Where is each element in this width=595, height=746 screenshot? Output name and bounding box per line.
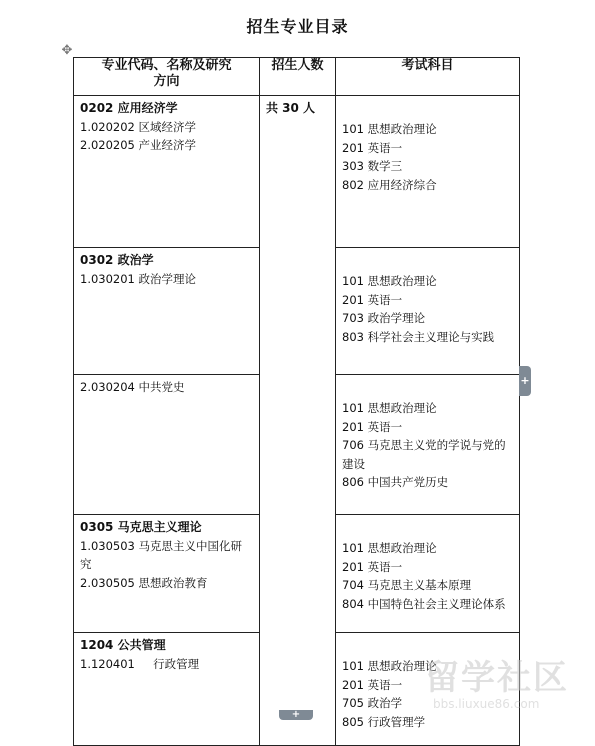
major-title: 0305 马克思主义理论 xyxy=(80,520,202,534)
major-title: 1204 公共管理 xyxy=(80,638,166,652)
add-row-plus-icon[interactable]: + xyxy=(279,710,313,720)
subject-item: 704 马克思主义基本原理 xyxy=(342,578,472,592)
header-subjects: 考试科目 xyxy=(336,58,520,96)
subject-item: 201 英语一 xyxy=(342,140,403,155)
subject-item: 101 思想政治理论 xyxy=(342,122,437,136)
subject-item: 802 应用经济综合 xyxy=(342,177,437,192)
major-cell xyxy=(74,515,260,633)
subject-item: 705 政治学 xyxy=(342,696,403,710)
direction-item: 1.030201 政治学理论 xyxy=(80,271,197,286)
subjects-cell xyxy=(336,515,520,633)
direction-item: 2.030505 思想政治教育 xyxy=(80,575,208,590)
subject-item: 201 英语一 xyxy=(342,292,403,307)
quota-text: 共 30 人 xyxy=(266,101,316,115)
subject-item: 303 数学三 xyxy=(342,159,403,173)
direction-item: 1.020202 区域经济学 xyxy=(80,119,197,134)
direction-item: 1.120401 行政管理 xyxy=(80,656,200,671)
major-title: 0202 应用经济学 xyxy=(80,101,178,115)
table-move-handle-icon[interactable]: ✥ xyxy=(61,43,73,58)
subject-item: 806 中国共产党历史 xyxy=(342,475,449,489)
direction-item: 2.030204 中共党史 xyxy=(80,380,185,394)
header-major: 专业代码、名称及研究方向 xyxy=(74,58,260,96)
subject-item: 803 科学社会主义理论与实践 xyxy=(342,329,495,344)
subject-item: 101 思想政治理论 xyxy=(342,541,437,555)
major-cell xyxy=(74,633,260,746)
subject-item: 201 英语一 xyxy=(342,677,403,692)
page-title: 招生专业目录 xyxy=(246,17,349,36)
catalog-table xyxy=(73,57,520,746)
subject-item: 101 思想政治理论 xyxy=(342,401,437,415)
table-row xyxy=(74,96,520,248)
subjects-cell xyxy=(336,248,520,375)
quota-cell xyxy=(260,96,336,746)
major-cell xyxy=(74,248,260,375)
subject-item: 101 思想政治理论 xyxy=(342,659,437,673)
subject-item: 101 思想政治理论 xyxy=(342,274,437,288)
subject-item: 804 中国特色社会主义理论体系 xyxy=(342,596,506,611)
subject-item: 201 英语一 xyxy=(342,559,403,574)
direction-item: 2.020205 产业经济学 xyxy=(80,138,197,152)
major-cell xyxy=(74,375,260,515)
major-cell xyxy=(74,96,260,248)
direction-item: 1.030503 马克思主义中国化研究 xyxy=(80,538,243,571)
header-quota: 招生人数 xyxy=(260,58,336,96)
subjects-cell xyxy=(336,375,520,515)
add-column-plus-icon[interactable]: + xyxy=(519,366,531,396)
watermark-main: 留学社区 xyxy=(425,658,569,698)
subjects-cell xyxy=(336,96,520,248)
watermark-logo xyxy=(425,660,595,722)
subject-item: 703 政治学理论 xyxy=(342,311,426,325)
subject-item: 805 行政管理学 xyxy=(342,714,426,729)
subject-item: 201 英语一 xyxy=(342,419,403,434)
watermark-url: bbs.liuxue86.com xyxy=(433,697,540,711)
subject-item: 706 马克思主义党的学说与党的建设 xyxy=(342,438,506,471)
table-header-row xyxy=(74,58,520,96)
major-title: 0302 政治学 xyxy=(80,253,154,267)
